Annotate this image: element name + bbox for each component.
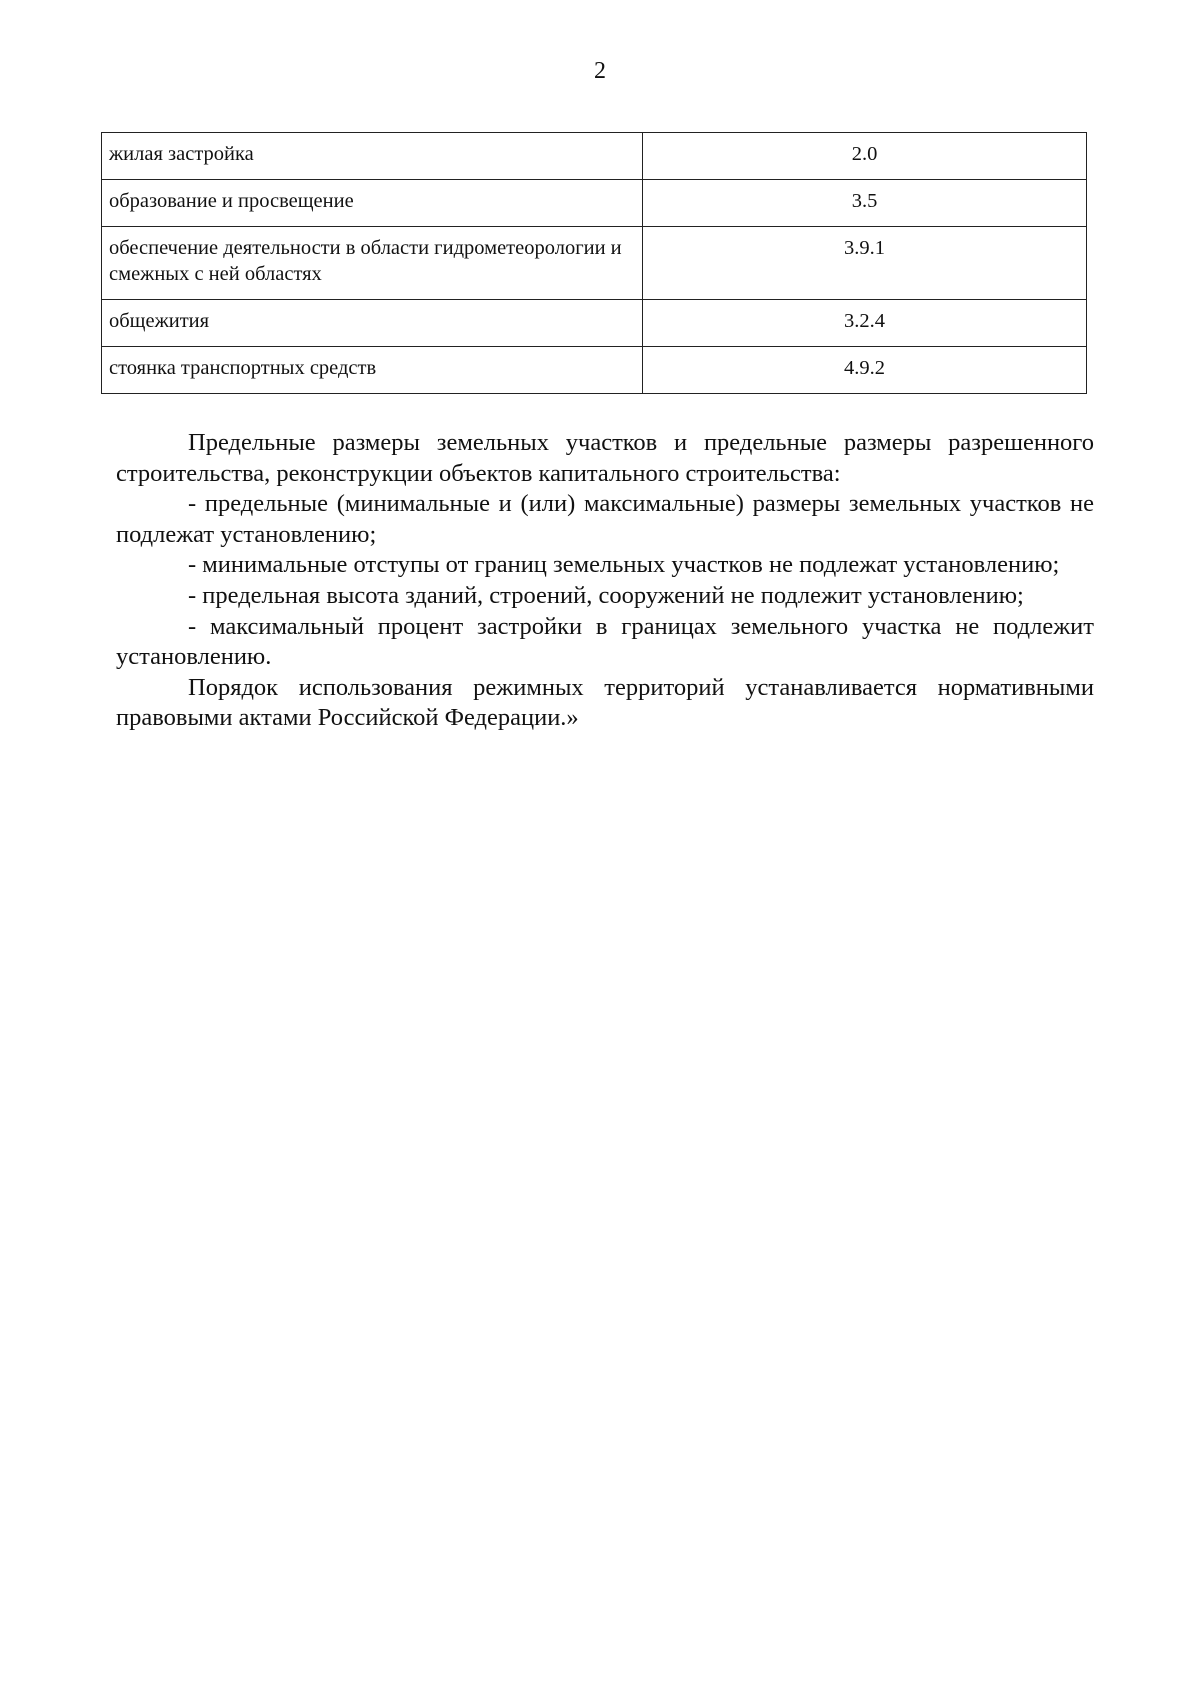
land-use-table [101, 132, 1087, 394]
land-use-name: общежития [102, 300, 643, 347]
table-row [102, 227, 1087, 300]
land-use-name: образование и просвещение [102, 180, 643, 227]
land-use-code: 2.0 [643, 133, 1087, 180]
land-use-code: 3.2.4 [643, 300, 1087, 347]
document-body [116, 428, 1094, 734]
paragraph-size-limits-intro: Предельные размеры земельных участков и предельные размеры разрешенного строительства, реконструкции объектов капитального строительства: [116, 429, 1094, 487]
table-row [102, 300, 1087, 347]
page-number: 2 [594, 58, 606, 84]
table-row [102, 180, 1087, 227]
paragraph-coverage-percent: - максимальный процент застройки в границах земельного участка не подлежит установлению. [116, 612, 1094, 671]
paragraph-building-height: - предельная высота зданий, строений, сооружений не подлежит установлению; [188, 581, 1024, 609]
paragraph-regime-territories: Порядок использования режимных территорий устанавливается нормативными правовыми актами Российской Федерации.» [116, 673, 1094, 732]
paragraph-plot-size: - предельные (минимальные и (или) максимальные) размеры земельных участков не подлежат установлению; [116, 490, 1094, 548]
land-use-name: обеспечение деятельности в области гидрометеорологии и смежных с ней областях [102, 227, 643, 300]
land-use-code: 4.9.2 [643, 347, 1087, 394]
table-row [102, 347, 1087, 394]
land-use-name: жилая застройка [102, 133, 643, 180]
land-use-code: 3.9.1 [643, 227, 1087, 300]
land-use-name: стоянка транспортных средств [102, 347, 643, 394]
paragraph-setbacks: - минимальные отступы от границ земельных участков не подлежат установлению; [188, 551, 1060, 579]
table-row [102, 133, 1087, 180]
land-use-code: 3.5 [643, 180, 1087, 227]
